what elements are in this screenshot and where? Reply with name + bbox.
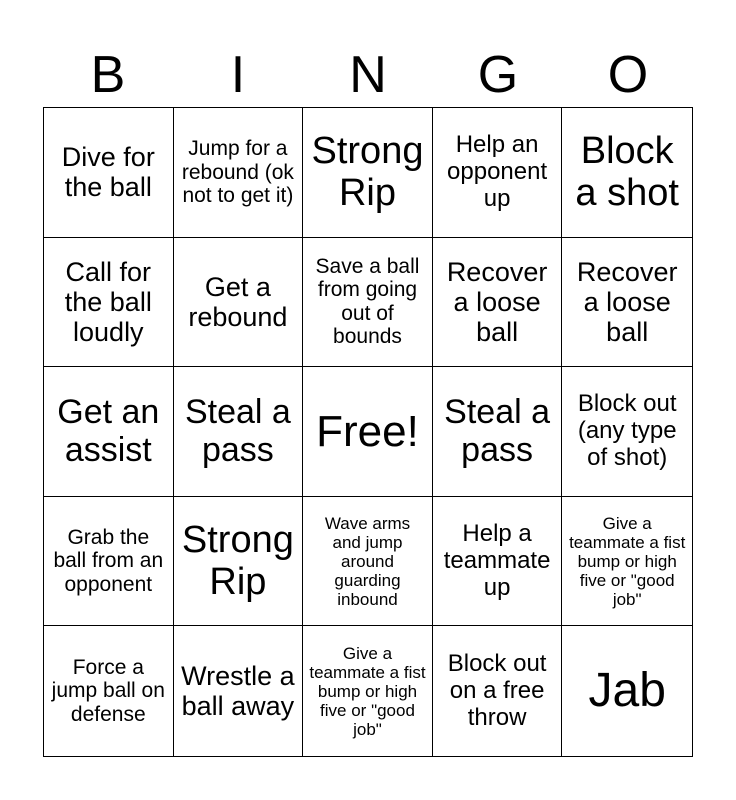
header-letter-b: B	[90, 46, 126, 104]
header-letter-n: N	[349, 46, 387, 104]
bingo-cell[interactable]	[174, 626, 304, 756]
bingo-board	[43, 107, 693, 757]
cell-text: Force a jump ball on defense	[51, 655, 165, 726]
bingo-cell[interactable]	[433, 238, 563, 368]
bingo-cell[interactable]	[433, 497, 563, 627]
bingo-cell[interactable]	[174, 108, 304, 238]
cell-text: Jump for a rebound (ok not to get it)	[181, 137, 294, 208]
bingo-cell[interactable]	[44, 238, 174, 368]
bingo-cell[interactable]	[303, 108, 433, 238]
cell-text: Jab	[588, 664, 666, 718]
cell-text: Call for the ball loudly	[64, 256, 152, 347]
bingo-cell[interactable]	[44, 367, 174, 497]
header-letter-i: I	[230, 46, 246, 104]
cell-text: Grab the ball from an opponent	[53, 525, 164, 596]
cell-text: Dive for the ball	[61, 142, 155, 203]
cell-text: Block out on a free throw	[447, 649, 547, 731]
bingo-cell[interactable]	[303, 497, 433, 627]
cell-text: Wave arms and jump around guarding inbound	[324, 513, 411, 609]
bingo-header	[43, 44, 693, 106]
bingo-cell[interactable]	[433, 367, 563, 497]
bingo-cell[interactable]	[562, 108, 692, 238]
cell-text: Help a teammate up	[443, 519, 551, 601]
cell-text: Get an assist	[57, 393, 160, 470]
header-letter-o: O	[607, 46, 649, 104]
cell-text: Strong Rip	[311, 129, 424, 215]
cell-text: Steal a pass	[444, 393, 551, 470]
bingo-cell free-space[interactable]	[303, 367, 433, 497]
cell-text: Save a ball from going out of bounds	[315, 254, 420, 349]
bingo-cell[interactable]	[174, 367, 304, 497]
cell-text: Give a teammate a fist bump or high five or "good job"	[309, 643, 426, 739]
bingo-cell[interactable]	[433, 626, 563, 756]
bingo-cell[interactable]	[44, 108, 174, 238]
header-letter-g: G	[477, 46, 519, 104]
bingo-cell[interactable]	[303, 238, 433, 368]
bingo-cell[interactable]	[174, 497, 304, 627]
bingo-cell[interactable]	[562, 497, 692, 627]
cell-text: Free!	[316, 406, 419, 456]
cell-text: Help an opponent up	[447, 130, 548, 212]
bingo-cell[interactable]	[303, 626, 433, 756]
cell-text: Get a rebound	[188, 271, 288, 332]
bingo-cell[interactable]	[562, 367, 692, 497]
cell-text: Wrestle a ball away	[181, 660, 295, 722]
cell-text: Recover a loose ball	[576, 256, 678, 347]
bingo-cell[interactable]	[562, 626, 692, 756]
cell-text: Strong Rip	[181, 518, 294, 604]
bingo-cell[interactable]	[562, 238, 692, 368]
bingo-cell[interactable]	[433, 108, 563, 238]
bingo-cell[interactable]	[44, 626, 174, 756]
bingo-cell[interactable]	[44, 497, 174, 627]
bingo-cell[interactable]	[174, 238, 304, 368]
cell-text: Block out (any type of shot)	[577, 390, 677, 471]
cell-text: Recover a loose ball	[446, 256, 548, 347]
cell-text: Block a shot	[575, 129, 679, 215]
cell-text: Give a teammate a fist bump or high five or "good job"	[569, 513, 686, 609]
cell-text: Steal a pass	[184, 393, 291, 470]
